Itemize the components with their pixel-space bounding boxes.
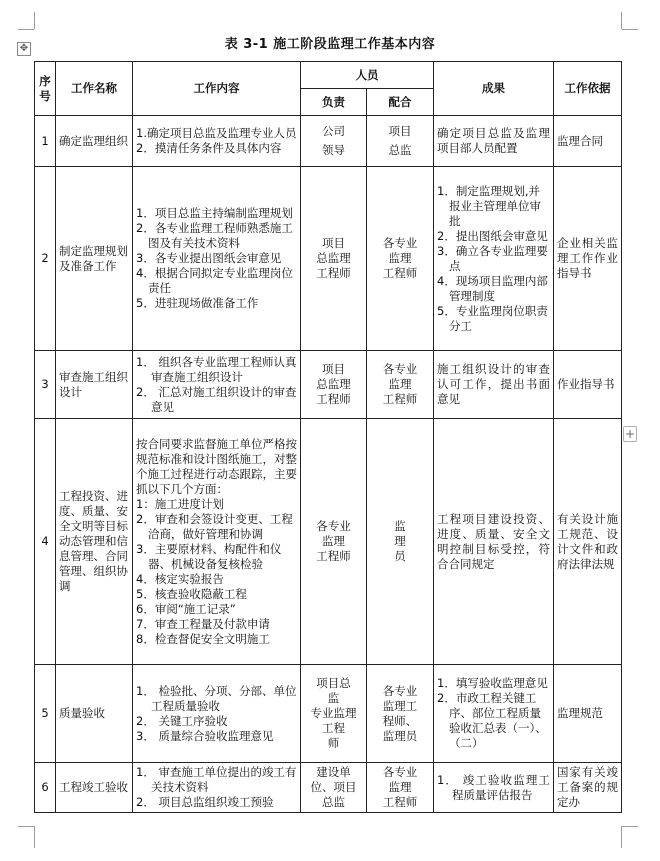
content-item: 7．审查工程量及付款申请 — [136, 616, 270, 631]
content-item: 1．项目总监主持编制监理规划 — [136, 206, 293, 220]
crop-mark-top-left-v — [18, 29, 34, 30]
row-basis: 监理合同 — [554, 116, 622, 167]
content-item: 8．检查督促安全文明施工 — [136, 631, 270, 646]
content-item: 1：施工进度计划 — [136, 496, 224, 511]
cooperate-line: 员 — [394, 549, 406, 563]
header-result: 成果 — [434, 62, 554, 116]
responsible-line: 建设单 — [316, 765, 351, 779]
content-item: 2．各专业监理工程师熟悉施工图及有关技术资料 — [136, 221, 293, 250]
result-item: 2．提出图纸会审意见 — [437, 228, 548, 243]
row-cooperate — [367, 167, 434, 351]
content-item: 1． 审查施工单位提出的竣工有关技术资料 — [136, 765, 297, 794]
result-item: 1．填写验收监理意见 — [437, 676, 548, 690]
result-item: 2．市政工程关键工序、部位工程质量验收汇总表（一）、（二） — [437, 691, 547, 750]
table-row — [35, 763, 622, 813]
header-responsible: 负责 — [301, 89, 367, 116]
crop-mark-bottom-left-h — [34, 826, 35, 848]
responsible-line: 总监 — [322, 795, 345, 809]
responsible-line: 项目总 — [316, 676, 351, 690]
row-result — [434, 763, 554, 813]
row-content — [133, 116, 301, 167]
content-item: 2． 汇总对施工组织设计的审查意见 — [136, 384, 297, 414]
row-basis: 作业指导书 — [554, 351, 622, 419]
row-result — [434, 419, 554, 665]
row-basis: 有关设计施工规范、设计文件和政府法律法规 — [554, 419, 622, 665]
result-item: 3．确立各专业监理要点 — [437, 243, 548, 273]
content-item: 3．主要原材料、构配件和仪器、机械设备复核检验 — [136, 541, 282, 571]
table-row — [35, 167, 622, 351]
row-basis: 企业相关监理工作作业指导书 — [554, 167, 622, 351]
responsible-line: 总监理 — [316, 377, 351, 391]
row-seq: 2 — [35, 167, 56, 351]
result-item: 5．专业监理岗位职责分工 — [437, 303, 548, 333]
responsible-line: 位、项目 — [310, 780, 357, 794]
cooperate-line: 各专业 — [382, 683, 418, 698]
row-responsible — [301, 116, 367, 167]
row-seq: 4 — [35, 419, 56, 665]
cooperate-line: 监理员 — [382, 728, 418, 743]
row-content — [133, 351, 301, 419]
row-name: 工程投资、进度、质量、安全文明等目标动态管理和信息管理、合同管理、组织协调 — [56, 419, 133, 665]
row-name: 制定监理规划及准备工作 — [56, 167, 133, 351]
row-name: 确定监理组织 — [56, 116, 133, 167]
row-result — [434, 167, 554, 351]
row-basis: 国家有关竣工备案的规定办 — [554, 763, 622, 813]
row-responsible — [301, 167, 367, 351]
cooperate-line: 总监 — [388, 143, 412, 157]
cooperate-line: 监 — [394, 519, 406, 533]
header-row — [35, 62, 622, 89]
cooperate-line: 各专业 — [382, 236, 418, 250]
crop-mark-bottom-right-h — [621, 826, 622, 848]
result-item: 1． 竣工验收监理工程质量评估报告 — [437, 772, 550, 802]
content-item: 2．审查和会签设计变更、工程洽商，做好管理和协调 — [136, 511, 293, 541]
table-row — [35, 419, 622, 665]
cooperate-line: 各专业 — [382, 765, 418, 779]
responsible-line: 工程师 — [316, 392, 351, 406]
responsible-line: 总监理 — [316, 251, 351, 265]
header-seq: 序号 — [35, 62, 56, 116]
row-result — [434, 351, 554, 419]
row-seq: 5 — [35, 665, 56, 763]
result-item: 确定项目总监及监理项目部人员配置 — [437, 126, 550, 155]
result-item: 4．现场项目监理内部管理制度 — [437, 273, 548, 303]
row-result — [434, 665, 554, 763]
cooperate-line: 工程师 — [382, 266, 418, 280]
cooperate-line: 监理 — [388, 251, 412, 265]
row-seq: 1 — [35, 116, 56, 167]
header-cooperate: 配合 — [367, 89, 434, 116]
add-column-icon[interactable]: + — [624, 427, 636, 441]
row-name: 工程竣工验收 — [56, 763, 133, 813]
header-personnel: 人员 — [301, 62, 434, 89]
row-basis: 监理规范 — [554, 665, 622, 763]
content-item: 2．摸清任务条件及具体内容 — [136, 141, 282, 155]
table-row — [35, 116, 622, 167]
table-row — [35, 351, 622, 419]
cooperate-line: 项目 — [388, 124, 412, 138]
content-item: 4．根据合同拟定专业监理岗位责任 — [136, 266, 293, 295]
row-cooperate — [367, 351, 434, 419]
content-item: 6．审阅“施工记录” — [136, 601, 236, 616]
crop-mark-top-right-h — [621, 12, 622, 29]
table-move-handle-icon[interactable]: ✥ — [17, 42, 31, 56]
header-name: 工作名称 — [56, 62, 133, 116]
cooperate-line: 工程师 — [382, 795, 418, 809]
content-item: 1． 组织各专业监理工程师认真审查施工组织设计 — [136, 354, 297, 384]
row-responsible — [301, 763, 367, 813]
header-basis: 工作依据 — [554, 62, 622, 116]
content-item: 5．核查验收隐蔽工程 — [136, 586, 247, 601]
content-item: 1.确定项目总监及监理专业人员 — [136, 126, 297, 140]
cooperate-line: 程师、 — [382, 713, 418, 728]
result-item: 工程项目建设投资、进度、质量、安全文明控制目标受控，符合合同规定 — [437, 511, 550, 571]
supervision-table — [34, 61, 622, 813]
crop-mark-bottom-right-v — [622, 826, 638, 827]
cooperate-line: 监理工 — [382, 698, 418, 713]
row-cooperate — [367, 419, 434, 665]
responsible-line: 各专业 — [316, 519, 351, 533]
row-seq: 6 — [35, 763, 56, 813]
content-intro: 按合同要求监督施工单位严格按规范标准和设计图纸施工，对整个施工过程进行动态跟踪，主要抓以下几个方面： — [136, 436, 297, 496]
content-item: 3．各专业提出图纸会审意见 — [136, 251, 282, 265]
row-cooperate — [367, 763, 434, 813]
row-result — [434, 116, 554, 167]
responsible-line: 领导 — [322, 143, 345, 157]
cooperate-line: 监理 — [388, 780, 412, 794]
content-item: 2． 项目总监组织竣工预验 — [136, 795, 274, 809]
row-content — [133, 419, 301, 665]
responsible-line: 项目 — [322, 236, 345, 250]
row-responsible — [301, 665, 367, 763]
responsible-line: 师 — [327, 736, 340, 750]
cooperate-line: 理 — [394, 534, 406, 548]
row-cooperate — [367, 116, 434, 167]
content-item: 3． 质量综合验收监理意见 — [136, 728, 274, 743]
table-row — [35, 665, 622, 763]
responsible-line: 工程 — [322, 721, 345, 735]
crop-mark-bottom-left-v — [18, 826, 34, 827]
crop-mark-top-left-h — [34, 12, 35, 29]
responsible-line: 公司 — [322, 124, 345, 138]
responsible-line: 专业监理 — [310, 706, 357, 720]
result-item: 1．制定监理规划,并报业主管理单位审批 — [437, 183, 541, 228]
result-item: 施工组织设计的审查认可工作，提出书面意见 — [437, 362, 550, 406]
responsible-line: 项目 — [322, 362, 345, 376]
row-content — [133, 665, 301, 763]
content-item: 5．进驻现场做准备工作 — [136, 296, 259, 310]
header-content: 工作内容 — [133, 62, 301, 116]
content-item: 1． 检验批、分项、分部、单位工程质量验收 — [136, 683, 297, 713]
row-name: 审查施工组织设计 — [56, 351, 133, 419]
cooperate-line: 监理 — [388, 377, 412, 391]
row-content — [133, 167, 301, 351]
responsible-line: 监理 — [322, 534, 345, 548]
cooperate-line: 各专业 — [382, 362, 418, 376]
table-title: 表 3-1 施工阶段监理工作基本内容 — [224, 37, 436, 52]
content-item: 2． 关键工序验收 — [136, 713, 228, 728]
responsible-line: 工程师 — [316, 549, 351, 563]
row-seq: 3 — [35, 351, 56, 419]
row-content — [133, 763, 301, 813]
row-responsible — [301, 419, 367, 665]
cooperate-line: 工程师 — [382, 392, 418, 406]
responsible-line: 工程师 — [316, 266, 351, 280]
responsible-line: 监 — [327, 691, 340, 705]
content-item: 4．核定实验报告 — [136, 571, 224, 586]
row-cooperate — [367, 665, 434, 763]
row-responsible — [301, 351, 367, 419]
crop-mark-top-right-v — [622, 29, 638, 30]
row-name: 质量验收 — [56, 665, 133, 763]
